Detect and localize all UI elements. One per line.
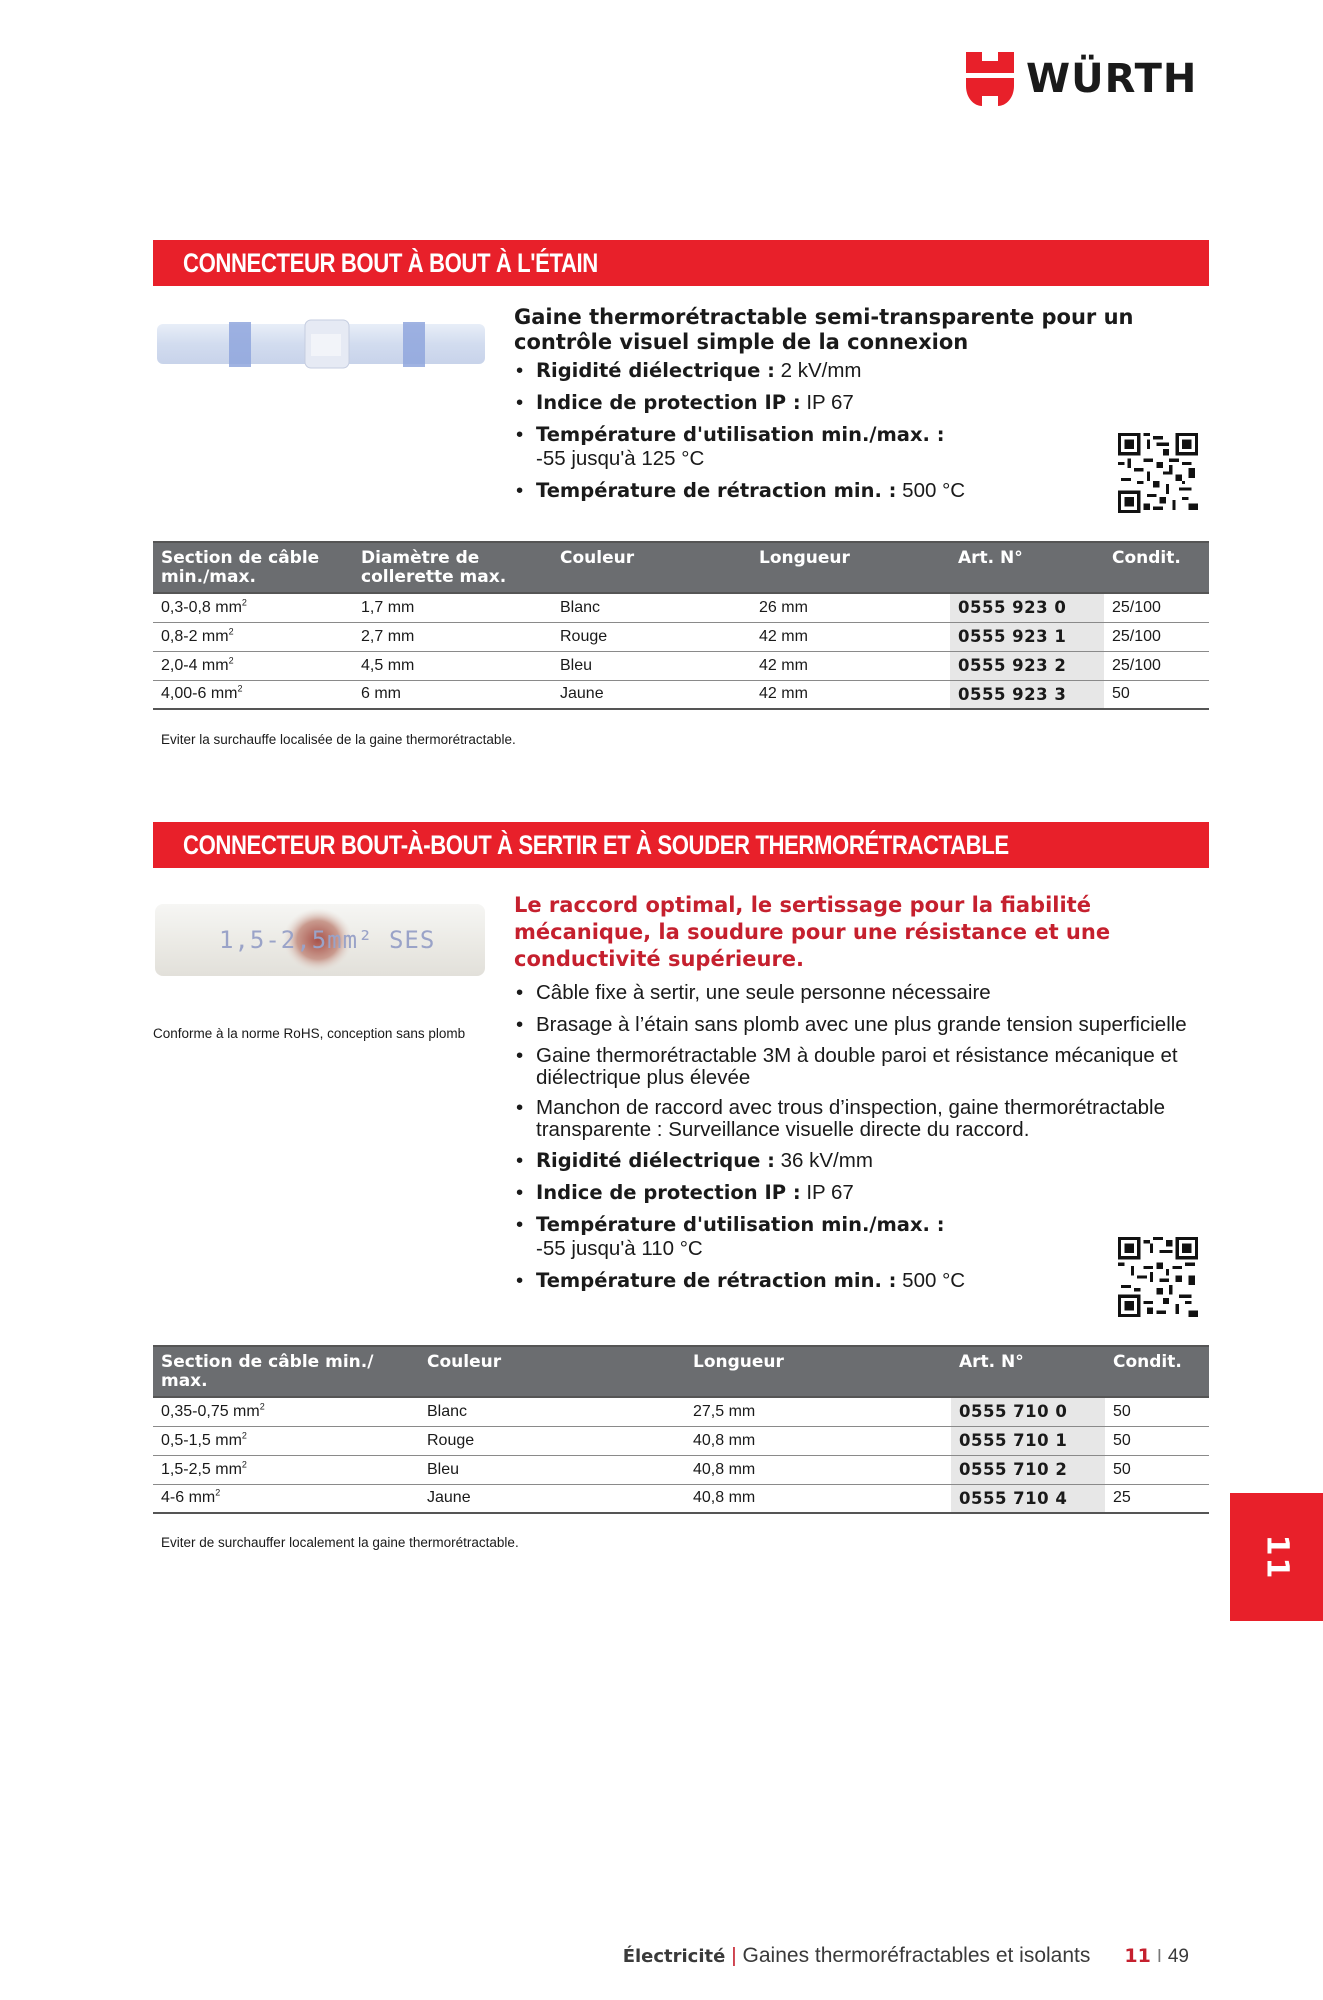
- feature-item: • Rigidité diélectrique : 2 kV/mm: [514, 359, 1214, 383]
- section2-lead: Le raccord optimal, le sertissage pour la fiabilité mécanique, la soudure pour une résistance et une conductivité supérieure.: [514, 893, 1111, 971]
- section2-image-caption: Conforme à la norme RoHS, conception sans plomb: [153, 1026, 466, 1041]
- footer-chapter: 11: [1124, 1945, 1151, 1967]
- column-header: Longueur: [751, 542, 950, 593]
- table-row: 0,5-1,5 $mm^2$ Rouge 40,8 mm 0555 710 1 50: [153, 1426, 1209, 1455]
- crimp-solder-connector-image: [153, 898, 488, 978]
- article-number: 0555 710 1: [951, 1426, 1105, 1455]
- chapter-tab-label: 11: [1259, 1534, 1294, 1580]
- table-header-row: [153, 1346, 1209, 1397]
- feature-item: • Rigidité diélectrique : 36 kV/mm: [514, 1149, 1214, 1173]
- article-number: 0555 710 0: [951, 1397, 1105, 1426]
- brand-name: WÜRTH: [1026, 56, 1198, 102]
- footer-page-number: 49: [1167, 1946, 1189, 1967]
- section1-feature-list: [514, 359, 1214, 503]
- connector-print: 1,5-2,5mm² SES: [219, 926, 436, 954]
- feature-item: • Câble fixe à sertir, une seule personne nécessaire: [514, 981, 1214, 1005]
- feature-item: • Température de rétraction min. : 500 °C: [514, 1269, 1214, 1293]
- column-header: Couleur: [552, 542, 751, 593]
- solder-sleeve-product-image: [153, 312, 488, 377]
- wurth-logo: [966, 52, 1197, 106]
- feature-item: • Brasage à l’étain sans plomb avec une plus grande tension superficielle: [514, 1013, 1214, 1037]
- section1-title: CONNECTEUR BOUT À BOUT À L'ÉTAIN: [183, 248, 598, 278]
- table-row: 4,00-6 $mm^2$ 6 mm Jaune 42 mm 0555 923 3 50: [153, 680, 1209, 709]
- column-header: Section de câble min./ max.: [153, 1346, 419, 1397]
- section1-spec-table: [153, 541, 1209, 710]
- section1-banner: [153, 240, 1209, 286]
- qr-code-icon[interactable]: [1118, 433, 1198, 513]
- table-row: 0,8-2 $mm^2$ 2,7 mm Rouge 42 mm 0555 923 1 25/100: [153, 622, 1209, 651]
- article-number: 0555 923 1: [950, 622, 1104, 651]
- feature-item: • Température de rétraction min. : 500 °C: [514, 479, 1214, 503]
- section2-spec-table: [153, 1345, 1209, 1514]
- section1-lead: Gaine thermorétractable semi-transparente pour un contrôle visuel simple de la connexion: [514, 305, 1134, 354]
- table-row: 1,5-2,5 $mm^2$ Bleu 40,8 mm 0555 710 2 50: [153, 1455, 1209, 1484]
- article-number: 0555 923 0: [950, 593, 1104, 622]
- footer-category: Électricité: [622, 1946, 726, 1967]
- column-header: Diamètre de collerette max.: [353, 542, 552, 593]
- feature-item: • Indice de protection IP : IP 67: [514, 391, 1214, 415]
- table-header-row: [153, 542, 1209, 593]
- column-header: Longueur: [685, 1346, 951, 1397]
- footer-page-separator: I: [1156, 1946, 1162, 1966]
- article-number: 0555 710 2: [951, 1455, 1105, 1484]
- article-number: 0555 923 3: [950, 680, 1104, 709]
- section1-description: [514, 305, 1214, 511]
- feature-item: • Manchon de raccord avec trous d’inspection, gaine thermorétractable transparente : Surveillance visuelle directe du raccord.: [514, 1097, 1214, 1141]
- section2-title: CONNECTEUR BOUT-À-BOUT À SERTIR ET À SOUDER THERMORÉTRACTABLE: [183, 830, 1009, 860]
- qr-code-icon[interactable]: [1118, 1237, 1198, 1317]
- footer-separator: |: [731, 1945, 737, 1967]
- column-header: Couleur: [419, 1346, 685, 1397]
- section1-note: Eviter la surchauffe localisée de la gaine thermorétractable.: [161, 732, 516, 747]
- table-row: 2,0-4 $mm^2$ 4,5 mm Bleu 42 mm 0555 923 2 25/100: [153, 651, 1209, 680]
- column-header: Art. N°: [950, 542, 1104, 593]
- column-header: Condit.: [1105, 1346, 1209, 1397]
- section2-feature-list: [514, 981, 1214, 1293]
- page-footer: [623, 1944, 1189, 1968]
- section2-note: Eviter de surchauffer localement la gaine thermorétractable.: [161, 1535, 519, 1550]
- feature-item: • Gaine thermorétractable 3M à double paroi et résistance mécanique et diélectrique plus élevée: [514, 1045, 1214, 1089]
- article-number: 0555 710 4: [951, 1484, 1105, 1513]
- column-header: Section de câble min./max.: [153, 542, 353, 593]
- feature-item: • Indice de protection IP : IP 67: [514, 1181, 1214, 1205]
- chapter-tab[interactable]: [1230, 1493, 1323, 1621]
- feature-item: • Température d'utilisation min./max. : -55 jusqu'à 125 °C: [514, 423, 1214, 471]
- article-number: 0555 923 2: [950, 651, 1104, 680]
- footer-subcategory: Gaines thermoréfractables et isolants: [742, 1944, 1091, 1967]
- column-header: Art. N°: [951, 1346, 1105, 1397]
- table-row: 0,35-0,75 $mm^2$ Blanc 27,5 mm 0555 710 0 50: [153, 1397, 1209, 1426]
- feature-item: • Température d'utilisation min./max. : -55 jusqu'à 110 °C: [514, 1213, 1214, 1261]
- wurth-logo-mark-icon: [966, 52, 1014, 106]
- section2-description: [514, 892, 1214, 1301]
- table-row: 0,3-0,8 $mm^2$ 1,7 mm Blanc 26 mm 0555 923 0 25/100: [153, 593, 1209, 622]
- section2-banner: [153, 822, 1209, 868]
- table-row: 4-6 $mm^2$ Jaune 40,8 mm 0555 710 4 25: [153, 1484, 1209, 1513]
- column-header: Condit.: [1104, 542, 1209, 593]
